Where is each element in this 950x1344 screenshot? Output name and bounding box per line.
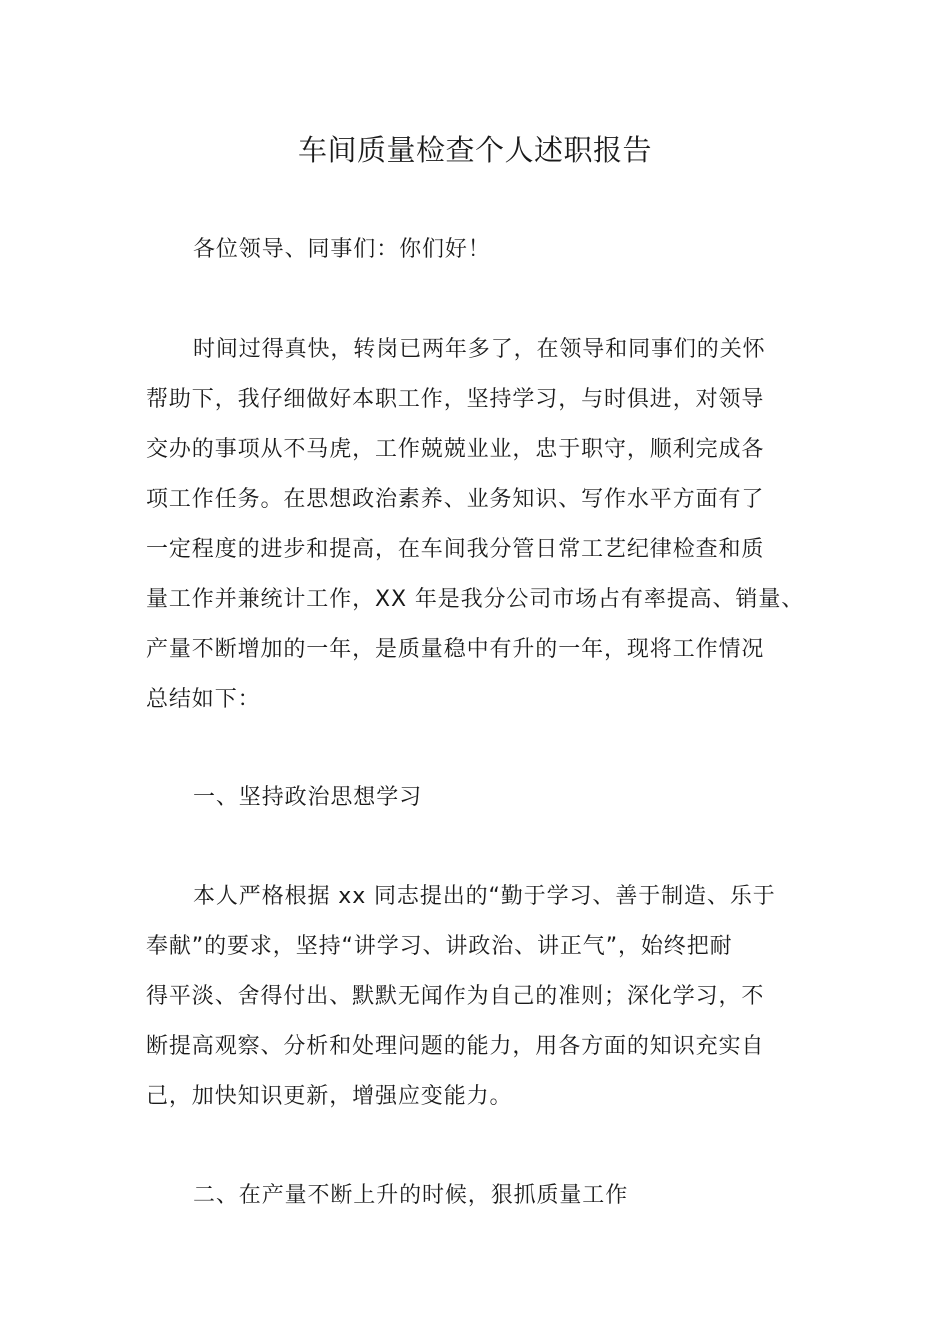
paragraph-line: 本人严格根据 xx 同志提出的“勤于学习、善于制造、乐于	[193, 884, 776, 909]
paragraph-line: 己，加快知识更新，增强应变能力。	[146, 1084, 513, 1109]
greeting: 各位领导、同事们：你们好！	[193, 237, 491, 262]
paragraph-line: 断提高观察、分析和处理问题的能力，用各方面的知识充实自	[146, 1034, 765, 1059]
paragraph-line: 得平淡、舍得付出、默默无闻作为自己的准则；深化学习，不	[146, 984, 765, 1009]
paragraph-line: 量工作并兼统计工作，XX 年是我分公司市场占有率提高、销量、	[146, 587, 805, 612]
section-heading: 一、坚持政治思想学习	[193, 785, 423, 810]
paragraph-line: 时间过得真快，转岗已两年多了，在领导和同事们的关怀	[193, 337, 766, 362]
paragraph-line: 帮助下，我仔细做好本职工作，坚持学习，与时俱进，对领导	[146, 387, 765, 412]
paragraph-line: 项工作任务。在思想政治素养、业务知识、写作水平方面有了	[146, 487, 765, 512]
paragraph-line: 交办的事项从不马虎，工作兢兢业业，忠于职守，顺利完成各	[146, 437, 765, 462]
paragraph-line: 一定程度的进步和提高，在车间我分管日常工艺纪律检查和质	[146, 537, 765, 562]
paragraph-line: 总结如下：	[146, 687, 261, 712]
paragraph-line: 奉献”的要求，坚持“讲学习、讲政治、讲正气”，始终把耐	[146, 934, 733, 959]
document-title: 车间质量检查个人述职报告	[297, 133, 652, 167]
paragraph-line: 产量不断增加的一年，是质量稳中有升的一年，现将工作情况	[146, 637, 765, 662]
section-heading: 二、在产量不断上升的时候，狠抓质量工作	[193, 1183, 629, 1208]
